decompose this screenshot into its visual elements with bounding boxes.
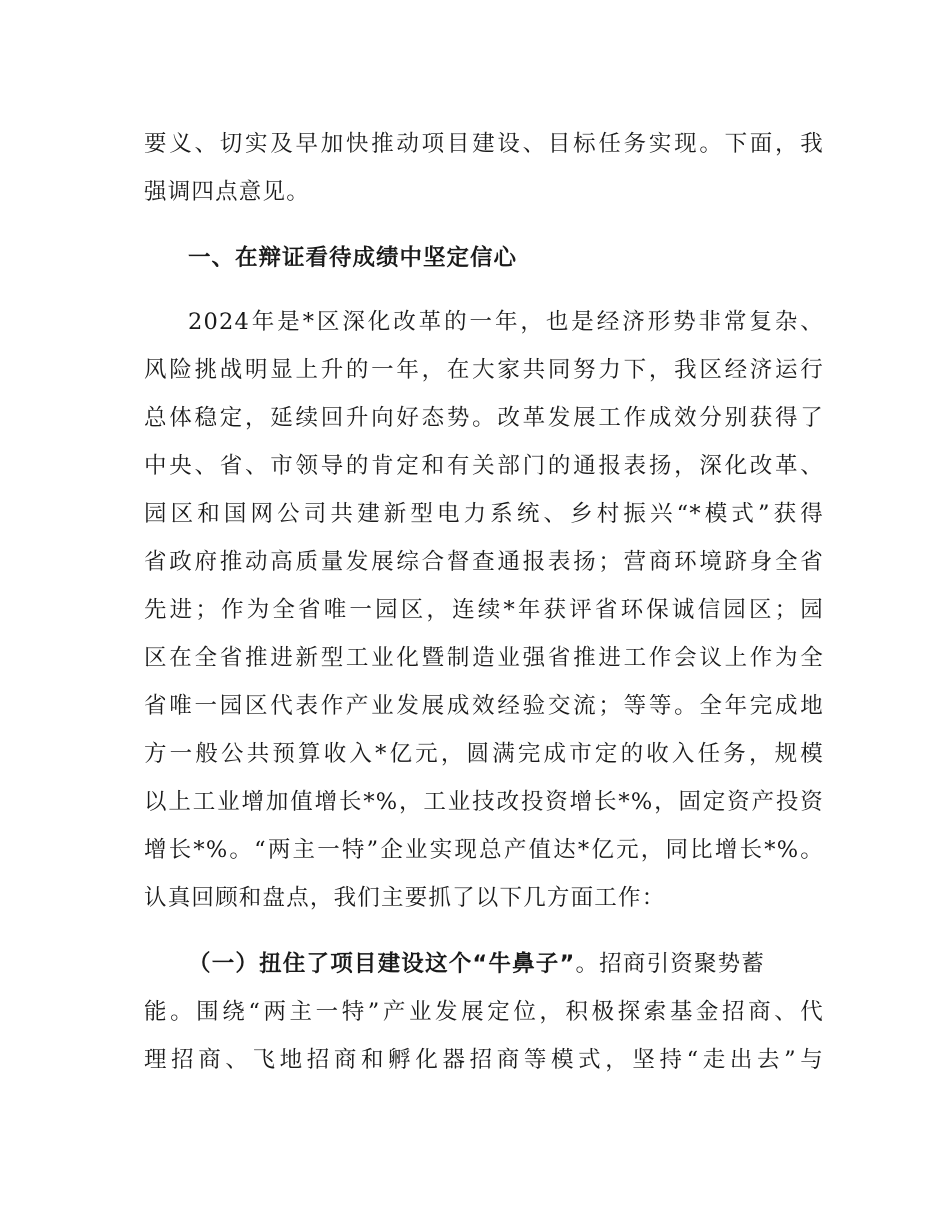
paragraph-line-9: 省唯一园区代表作产业发展成效经验交流；等等。全年完成地 bbox=[144, 693, 824, 719]
subsection-line-2: 能。围绕“两主一特”产业发展定位，积极探索基金招商、代 bbox=[144, 999, 824, 1025]
paragraph-line-5: 园区和国网公司共建新型电力系统、乡村振兴“*模式”获得 bbox=[144, 501, 824, 527]
intro-line-1: 要义、切实及早加快推动项目建设、目标任务实现。下面，我 bbox=[144, 131, 824, 157]
section-heading: 一、在辩证看待成绩中坚定信心 bbox=[188, 245, 518, 271]
paragraph-line-6: 省政府推动高质量发展综合督查通报表扬；营商环境跻身全省 bbox=[144, 549, 824, 575]
intro-line-2: 强调四点意见。 bbox=[144, 179, 310, 205]
paragraph-line-7: 先进；作为全省唯一园区，连续*年获评省环保诚信园区；园 bbox=[144, 597, 824, 623]
paragraph-line-12: 增长*%。“两主一特”企业实现总产值达*亿元，同比增长*%。 bbox=[144, 837, 824, 863]
subsection-line-1 bbox=[188, 948, 824, 980]
paragraph-line-3: 总体稳定，延续回升向好态势。改革发展工作成效分别获得了 bbox=[144, 405, 824, 431]
paragraph-line-10: 方一般公共预算收入*亿元，圆满完成市定的收入任务，规模 bbox=[144, 741, 824, 767]
paragraph-line-1: 2024年是*区深化改革的一年，也是经济形势非常复杂、 bbox=[188, 309, 824, 335]
subsection-line-3: 理招商、飞地招商和孵化器招商等模式，坚持“走出去”与 bbox=[144, 1047, 824, 1073]
subsection-heading-rest: 。招商引资聚势蓄 bbox=[575, 951, 766, 977]
paragraph-line-4: 中央、省、市领导的肯定和有关部门的通报表扬，深化改革、 bbox=[144, 453, 824, 479]
subsection-heading: （一）扭住了项目建设这个“牛鼻子” bbox=[188, 951, 576, 977]
paragraph-line-11: 以上工业增加值增长*%，工业技改投资增长*%，固定资产投资 bbox=[144, 789, 824, 815]
paragraph-line-2: 风险挑战明显上升的一年，在大家共同努力下，我区经济运行 bbox=[144, 357, 824, 383]
paragraph-line-13: 认真回顾和盘点，我们主要抓了以下几方面工作： bbox=[144, 885, 666, 911]
paragraph-line-8: 区在全省推进新型工业化暨制造业强省推进工作会议上作为全 bbox=[144, 645, 824, 671]
